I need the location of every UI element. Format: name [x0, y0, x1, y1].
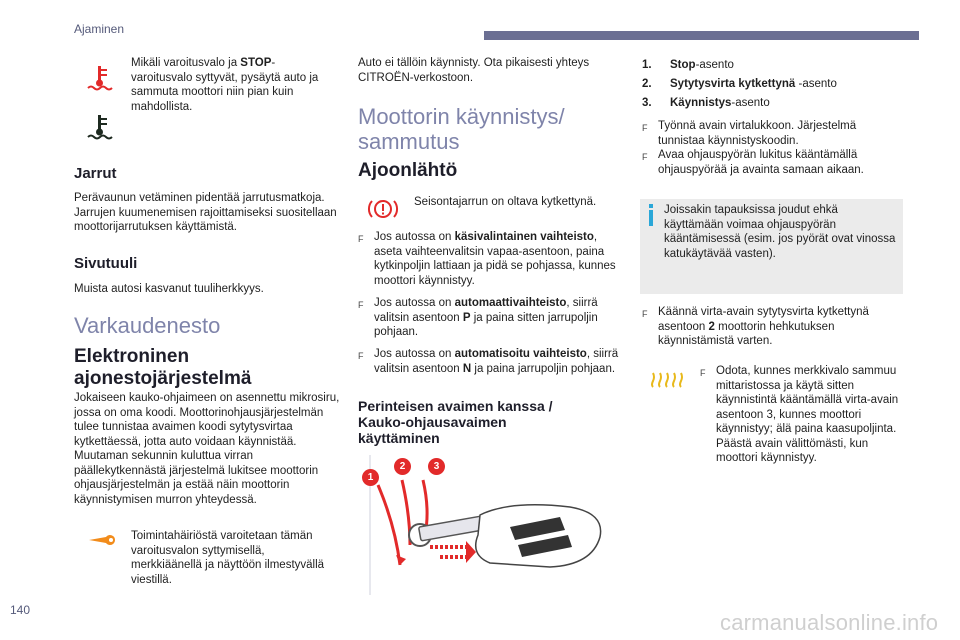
- key-position-3-badge: 3: [428, 458, 445, 475]
- page-number: 140: [10, 603, 31, 617]
- kaynnistys-heading: Moottorin käynnistys/ sammutus: [358, 104, 565, 154]
- position-1: 1. Stop-asento: [642, 59, 734, 71]
- section-title: Ajaminen: [74, 22, 125, 36]
- perinteisen-heading: Perinteisen avaimen kanssa / Kauko-ohjausavaimen käyttäminen: [358, 398, 553, 446]
- varkaudenesto-heading: Varkaudenesto: [74, 313, 221, 338]
- glow-plug-icon: [650, 369, 684, 389]
- parking-brake-text: Seisontajarrun on oltava kytkettynä.: [414, 196, 597, 208]
- hint-text: Joissakin tapauksissa joudut ehkä käyttämään voimaa ohjauspyörän kääntämisessä (esim. jos pyörät ovat vinossa katukäytävää vasten).: [664, 204, 896, 260]
- info-icon: [647, 204, 655, 226]
- position-3: 3. Käynnistys-asento: [642, 97, 770, 109]
- unlock-steering-bullet: F Avaa ohjauspyörän lukitus kääntämällä ohjauspyörää ja avainta samaan aikaan.: [642, 149, 864, 176]
- automatic-gearbox-bullet: F Jos autossa on automaattivaihteisto, siirrä valitsin asentoon P ja paina sitten jarrupoljin pohjaan.: [358, 297, 598, 338]
- jarrut-heading: Jarrut: [74, 165, 117, 182]
- key-position-1-badge: 1: [362, 469, 379, 486]
- watermark: carmanualsonline.info: [720, 610, 939, 635]
- intro-text: Auto ei tällöin käynnisty. Ota pikaisesti yhteys CITROËN-verkostoon.: [358, 57, 590, 84]
- key-position-2-badge: 2: [394, 458, 411, 475]
- coolant-green-icon: [86, 113, 114, 143]
- elektroninen-text: Jokaiseen kauko-ohjaimeen on asennettu mikrosiru, jossa on oma koodi. Moottorinohjausjärjestelmän tulee tunnistaa avaimen koodi sytytysvirtaa kytkettäessä, jotta auto voidaan käynnistää. Muutaman sekunnin kuluttua virran päällekytkennästä järjestelmä lukitsee moottorin ohjausjärjestelmän ja estää näin moottorin käynnistymisen murron yhteydessä.: [74, 392, 340, 506]
- brake-warning-icon: [367, 196, 399, 222]
- turn-key-bullet: F Käännä virta-avain sytytysvirta kytkettynä asentoon 2 moottorin hehkutuksen käynnistämistä varten.: [642, 306, 869, 347]
- wait-glow-bullet: F Odota, kunnes merkkivalo sammuu mittaristossa ja käytä sitten käynnistintä kääntämällä virta-avain asentoon 3, kunnes moottori käynnistyy; älä paina kaasupoljinta. Päästä avain välittömästi, kun moottori käynnistyy.: [700, 365, 899, 464]
- manual-gearbox-bullet: F Jos autossa on käsivalintainen vaihteisto, aseta vaihteenvalitsin vapaa-asentoon, paina kytkinpoljin lattiaan ja pidä se pohjassa, kunnes moottori käynnistyy.: [358, 231, 616, 287]
- coolant-red-icon: [86, 64, 114, 94]
- insert-key-bullet: F Työnnä avain virtalukkoon. Järjestelmä tunnistaa käynnistyskoodin.: [642, 120, 857, 147]
- header-accent-bar: [484, 31, 919, 40]
- stop-warning-text: Mikäli varoitusvalo ja STOP-varoitusvalo syttyvät, pysäytä auto ja sammuta moottori niin pian kuin mahdollista.: [131, 57, 319, 113]
- ajoonlahto-heading: Ajoonlähtö: [358, 160, 458, 181]
- automated-gearbox-bullet: F Jos autossa on automatisoitu vaihteisto, siirrä valitsin asentoon N ja paina jarrupoljin pohjaan.: [358, 348, 619, 375]
- wrench-icon: [86, 531, 116, 549]
- position-2: 2. Sytytysvirta kytkettynä -asento: [642, 78, 837, 90]
- elektroninen-heading: Elektroninen ajonestojärjestelmä: [74, 346, 252, 389]
- ignition-positions-list: [642, 56, 902, 113]
- sivutuuli-heading: Sivutuuli: [74, 255, 138, 272]
- sivutuuli-text: Muista autosi kasvanut tuuliherkkyys.: [74, 283, 264, 295]
- jarrut-text: Perävaunun vetäminen pidentää jarrutusmatkoja. Jarrujen kuumenemisen rajoittamiseksi suositellaan moottorijarrutuksen käyttämistä.: [74, 192, 337, 233]
- wrench-warning-text: Toimintahäiriöstä varoitetaan tämän varoitusvalon syttymisellä, merkkiäänellä ja näyttöön ilmestyvällä viestillä.: [131, 530, 325, 586]
- key-ignition-illustration: [360, 455, 616, 595]
